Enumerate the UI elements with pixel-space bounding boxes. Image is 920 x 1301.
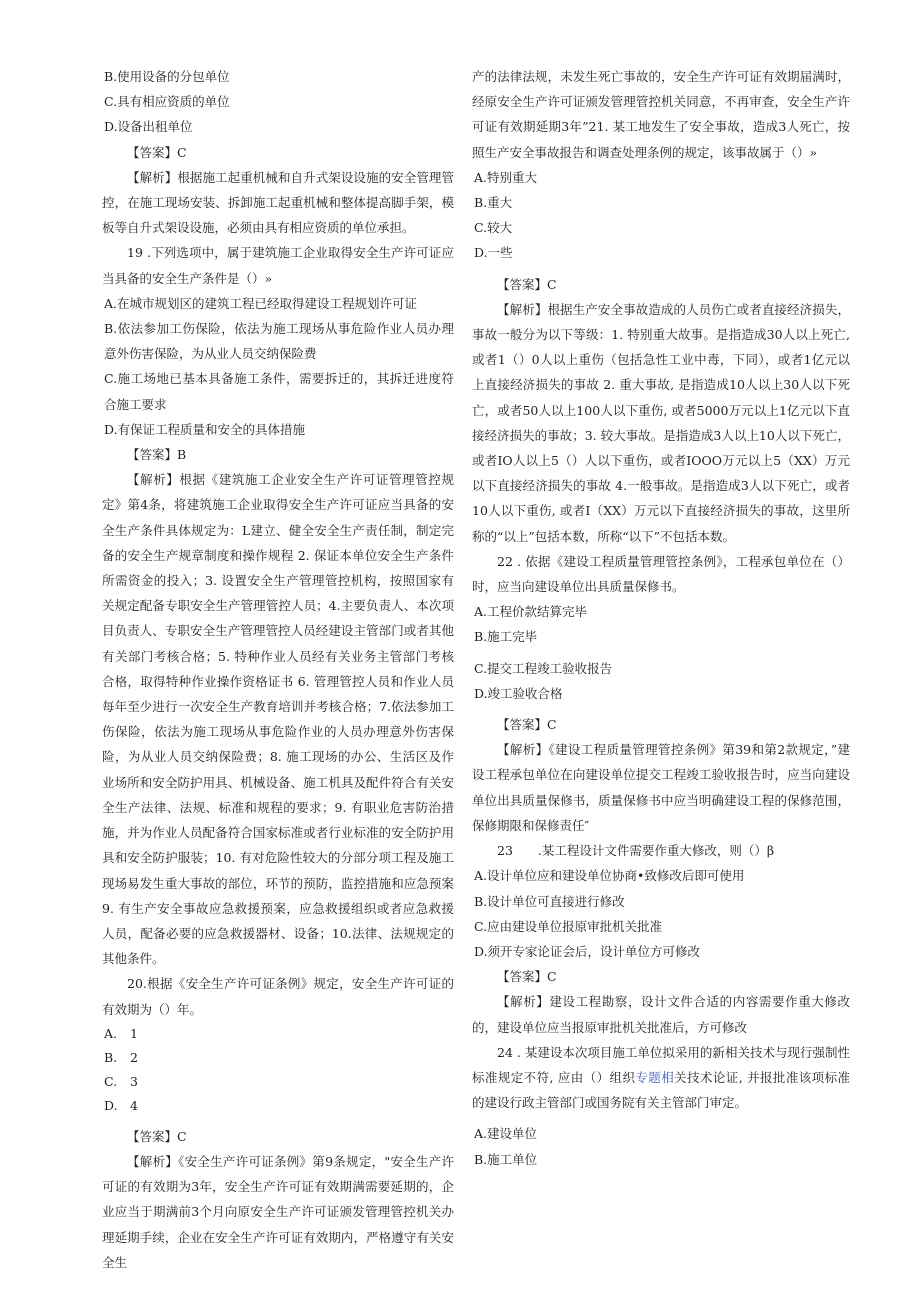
explanation-18: 【解析】根据施工起重机械和自升式架设设施的安全管理管控，在施工现场安装、拆卸施工起重机械和整体提高脚手架，模板等自升式架设设施，必须由具有相应资质的单位承担。 <box>102 169 454 236</box>
option-d: D.须开专家论证会后，设计单位方可修改 <box>474 943 701 959</box>
explanation-20-continued: 产的法律法规，未发生死亡事故的，安全生产许可证有效期届满时，经原安全生产许可证颁发管理管控机关同意，不再审查，安全生产许可证有效期延期3年”21. 某工地发生了安全事故，造成3人死亡，按照生产安全事故报告和调查处理条例的规定，该事故属于（）» <box>472 69 850 160</box>
option-a: A.在城市规划区的建筑工程已经取得建设工程规划许可证 <box>104 295 418 311</box>
option-b: B.重大 <box>474 195 513 211</box>
answer-18: 【答案】C <box>127 144 187 160</box>
option-b: B.依法参加工伤保险，依法为施工现场从事危险作业人员办理意外伤害保险，为从业人员交纳保险费 <box>104 321 454 362</box>
option-b: B.使用设备的分包单位 <box>104 69 230 84</box>
option-a: A.设计单位应和建设单位协商•致修改后即可使用 <box>474 868 745 884</box>
answer-21: 【答案】C <box>497 276 557 292</box>
question-19: 19 .下列选项中，属于建筑施工企业取得安全生产许可证应当具备的安全生产条件是（）» <box>102 245 454 286</box>
answer-22: 【答案】C <box>497 717 557 733</box>
explanation-19: 【解析】根据《建筑施工企业安全生产许可证管理管控规定》第4条，将建筑施工企业取得安全生产许可证应当具备的安全生产条件具体规定为：L建立、健全安全生产责任制，制定完备的安全生产规章制度和操作规程 2. 保证本单位安全生产条件所需资金的投入；3. 设置安全生产管理管控机构，按照国家有关规定配备专职安全生产管理管控人员；4.主要负责人、本次项目负责人、专职安全生产管理管控人员经建设主管部门或者其他有关部门考核合格；5. 特种作业人员经有关业务主管部门考核合格，取得特种作业操作资格证书 6. 管理管控人员和作业人员每年至少进行一次安全生产教育培训并考核合格；7.依法参加工伤保险，依法为施工现场从事危险作业的人员办理意外伤害保险，为从业人员交纳保险费；8. 施工现场的办公、生活区及作业场所和安全防护用具、机械设备、施工机具及配件符合有关安全生产法律、法规、标准和规程的要求；9. 有职业危害防治措施，并为作业人员配备符合国家标准或者行业标准的安全防护用具和安全防护服装；10. 有对危险性较大的分部分项工程及施工现场易发生重大事故的部位，环节的预防，监控措施和应急预案 9. 有生产安全事故应急救援预案，应急救援组织或者应急救援人员，配备必要的应急救援器材、设备；10.法律、法规规定的其他条件。 <box>102 472 454 967</box>
explanation-20: 【解析】《安全生产许可证条例》第9条规定，"安全生产许可证的有效期为3年，安全生产许可证有效期满需要延期的，企业应当于期满前3个月向原安全生产许可证颁发管理管控机关办理延期手续，企业在安全生产许可证有效期内，严格遵守有关安全生 <box>102 1153 454 1270</box>
option-d: D.一些 <box>474 245 513 261</box>
option-b: B.设计单位可直接进行修改 <box>474 893 625 909</box>
option-c: C.较大 <box>474 220 513 236</box>
option-a: A.工程价款结算完毕 <box>474 604 588 620</box>
option-b: B. 2 <box>104 1049 138 1065</box>
option-c: C.应由建设单位报原审批机关批准 <box>474 918 663 934</box>
option-d: D.竣工验收合格 <box>474 685 563 701</box>
option-b: B.施工完毕 <box>474 629 538 645</box>
answer-20: 【答案】C <box>127 1128 187 1144</box>
question-24: 24 . 某建设本次项目施工单位拟采用的新相关技术与现行强制性标准规定不符, 应由（）组织专题相关技术论证, 并报批准该项标准的建设行政主管部门或国务院有关主管部门审定。 <box>472 1044 850 1111</box>
option-b: B.施工单位 <box>474 1151 538 1167</box>
option-d: D.有保证工程质量和安全的具体措施 <box>104 421 306 437</box>
option-c: C. 3 <box>104 1073 138 1089</box>
question-20: 20.根据《安全生产许可证条例》规定，安全生产许可证的有效期为（）年。 <box>102 976 454 1017</box>
option-a: A.特别重大 <box>474 169 538 185</box>
option-a: A. 1 <box>104 1025 138 1041</box>
explanation-23: 【解析】建设工程勘察，设计文件合适的内容需要作重大修改的，建设单位应当报原审批机关批准后，方可修改 <box>472 994 850 1035</box>
option-c: C.具有相应资质的单位 <box>104 94 230 110</box>
answer-23: 【答案】C <box>497 969 557 985</box>
right-column <box>472 64 850 1172</box>
option-d: D. 4 <box>104 1097 138 1113</box>
option-a: A.建设单位 <box>474 1126 538 1142</box>
answer-19: 【答案】B <box>127 447 187 463</box>
left-column <box>102 64 454 1275</box>
topic-link[interactable]: 专题相 <box>635 1069 675 1085</box>
explanation-21: 【解析】根据生产安全事故造成的人员伤亡或者直接经济损失，事故一般分为以下等级：1. 特别重大故事。是指造成30人以上死亡, 或者1（）0人以上重伤（包括急性工业中毒，下同），或者1亿元以上直接经济损失的事故 2. 重大事故, 是指造成10人以上30人以下死亡，或者50人以上100人以下重伤, 或者5000万元以上1亿元以下直接经济损失的事故；3. 较大事故。是指造成3人以上10人以下死亡，或者IO人以上5（）人以下重伤，或者IOOO万元以上5（XX）万元以下直接经济损失的事故 4.一般事故。是指造成3人以下死亡，或者10人以下重伤, 或者I（XX）万元以下直接经济损失的事故，这里所称的“以上”包括本数，所称“以下”不包括本数。 <box>472 301 850 544</box>
question-23: 23 .某工程设计文件需要作重大修改，则（）β <box>497 843 775 859</box>
option-d: D.设备出租单位 <box>104 119 193 135</box>
question-22: 22 . 依据《建设工程质量管理管控条例》，工程承包单位在（）时，应当向建设单位出具质量保修书。 <box>472 553 850 595</box>
option-c: C.施工场地已基本具备施工条件，需要拆迁的，其拆迁进度符合施工要求 <box>104 371 454 412</box>
explanation-22: 【解析】《建设工程质量管理管控条例》第39和第2款规定，”建设工程承包单位在向建设单位提交工程竣工验收报告时，应当向建设单位出具质量保修书，质量保修书中应当明确建设工程的保修范围，保修期限和保修责任″ <box>472 742 850 833</box>
option-c: C.提交工程竣工验收报告 <box>474 660 613 676</box>
